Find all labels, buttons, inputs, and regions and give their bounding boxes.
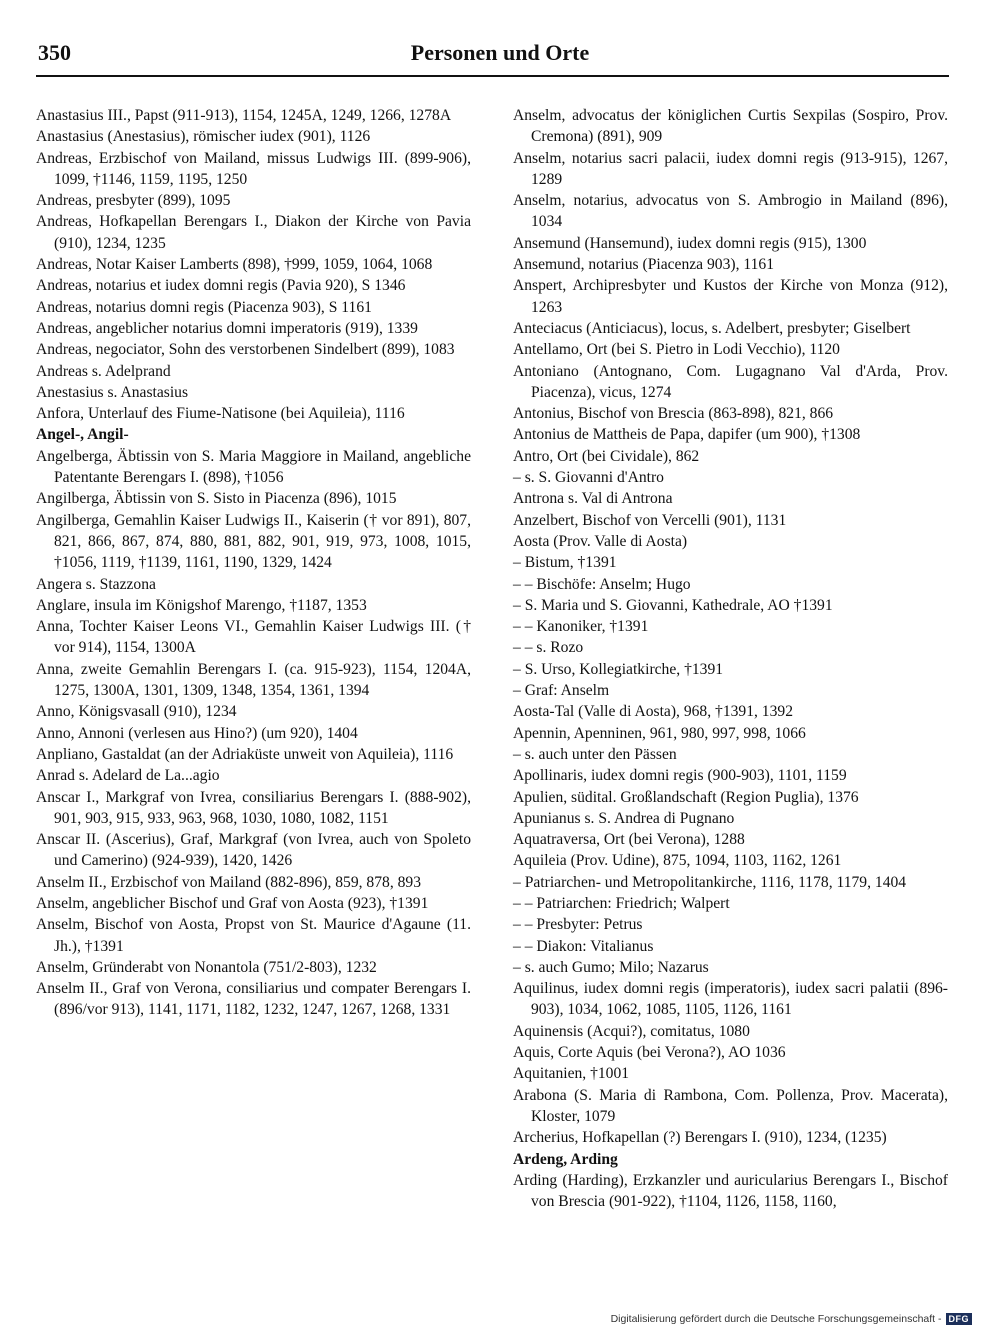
index-entry: Antrona s. Val di Antrona: [513, 490, 673, 508]
index-entry: Aquatraversa, Ort (bei Verona), 1288: [513, 831, 745, 849]
index-entry: Anpliano, Gastaldat (an der Adriaküste unweit von Aquileia), 1116: [36, 745, 454, 763]
index-entry: Antoniano (Antognano, Com. Lugagnano Val d'Arda, Prov. Piacenza), vicus, 1274: [513, 362, 948, 401]
index-entry: Anno, Königsvasall (910), 1234: [36, 703, 237, 721]
index-entry: Andreas, Erzbischof von Mailand, missus Ludwigs III. (899-906), 1099, †1146, 1159, 1195, 1250: [36, 149, 471, 188]
index-entry: Anno, Annoni (verlesen aus Hino?) (um 920), 1404: [36, 724, 358, 742]
index-entry: Anna, zweite Gemahlin Berengars I. (ca. 915-923), 1154, 1204A, 1275, 1300A, 1301, 1309, 1348, 1354, 1361, 1394: [36, 660, 471, 700]
index-entry: Anselm, notarius, advocatus von S. Ambrogio in Mailand (896), 1034: [513, 192, 948, 231]
index-entry: Angelberga, Äbtissin von S. Maria Maggiore in Mailand, angebliche Patentante Berengars I. (898), †1056: [36, 447, 471, 487]
index-entry: – Bistum, †1391: [513, 554, 617, 572]
index-entry: Anrad s. Adelard de La...agio: [36, 767, 220, 785]
index-column-right: [513, 105, 948, 1212]
index-entry: Aosta (Prov. Valle di Aosta): [513, 532, 688, 550]
index-entry: – – Diakon: Vitalianus: [513, 937, 654, 955]
index-entry: – – Patriarchen: Friedrich; Walpert: [513, 894, 730, 912]
index-entry: – – Kanoniker, †1391: [513, 618, 649, 636]
footer-credit: [611, 1313, 972, 1325]
index-entry: Anselm, notarius sacri palacii, iudex domni regis (913-915), 1267, 1289: [513, 149, 948, 188]
index-entry: – Patriarchen- und Metropolitankirche, 1116, 1178, 1179, 1404: [513, 873, 907, 891]
dfg-logo: DFG: [946, 1313, 973, 1325]
index-entry: Andreas, negociator, Sohn des verstorbenen Sindelbert (899), 1083: [36, 341, 455, 359]
index-entry: Anzelbert, Bischof von Vercelli (901), 1131: [513, 511, 787, 529]
index-entry: Andreas, notarius et iudex domni regis (Pavia 920), S 1346: [36, 277, 406, 295]
index-entry: Ansemund (Hansemund), iudex domni regis (915), 1300: [513, 234, 867, 252]
index-entry: – S. Urso, Kollegiatkirche, †1391: [513, 660, 724, 678]
index-entry: Anselm, advocatus der königlichen Curtis Sexpilas (Sospiro, Prov. Cremona) (891), 909: [513, 107, 948, 146]
index-entry: Anspert, Archipresbyter und Kustos der Kirche von Monza (912), 1263: [513, 277, 948, 316]
index-entry: Anselm II., Erzbischof von Mailand (882-896), 859, 878, 893: [36, 873, 422, 891]
index-entry: Andreas, Hofkapellan Berengars I., Diakon der Kirche von Pavia (910), 1234, 1235: [36, 213, 471, 252]
index-entry: Anna, Tochter Kaiser Leons VI., Gemahlin Kaiser Ludwigs III. († vor 914), 1154, 1300A: [36, 618, 471, 657]
index-entry: Ansemund, notarius (Piacenza 903), 1161: [513, 256, 774, 274]
index-entry: Aquileia (Prov. Udine), 875, 1094, 1103, 1162, 1261: [513, 852, 842, 870]
index-entry: – – s. Rozo: [513, 639, 584, 657]
page-number: 350: [38, 40, 71, 65]
index-heading: Ardeng, Arding: [513, 1150, 618, 1168]
index-entry: Antellamo, Ort (bei S. Pietro in Lodi Vecchio), 1120: [513, 341, 840, 359]
index-entry: Anscar II. (Ascerius), Graf, Markgraf (von Ivrea, auch von Spoleto und Camerino) (924-939), 1420, 1426: [36, 831, 471, 870]
index-entry: Anastasius (Anestasius), römischer iudex (901), 1126: [36, 128, 371, 146]
index-entry: Apennin, Apenninen, 961, 980, 997, 998, 1066: [513, 724, 806, 742]
index-entry: Andreas, Notar Kaiser Lamberts (898), †999, 1059, 1064, 1068: [36, 256, 433, 274]
index-entry: Aquinensis (Acqui?), comitatus, 1080: [513, 1022, 750, 1040]
index-entry: Anselm, angeblicher Bischof und Graf von Aosta (923), †1391: [36, 894, 429, 912]
index-entry: Aquitanien, †1001: [513, 1065, 630, 1083]
index-column-left: [36, 105, 471, 1021]
index-heading: Angel-, Angil-: [36, 426, 129, 444]
index-entry: – S. Maria und S. Giovanni, Kathedrale, AO †1391: [513, 596, 833, 614]
index-entry: Arding (Harding), Erzkanzler und auricularius Berengars I., Bischof von Brescia (901-922), †1104, 1126, 1158, 1160,: [513, 1171, 948, 1211]
index-entry: Angilberga, Äbtissin von S. Sisto in Piacenza (896), 1015: [36, 490, 397, 508]
index-entry: – Graf: Anselm: [513, 682, 610, 700]
footer-text: Digitalisierung gefördert durch die Deutsche Forschungsgemeinschaft -: [610, 1313, 942, 1325]
index-entry: Apollinaris, iudex domni regis (900-903), 1101, 1159: [513, 767, 847, 785]
index-entry: Antonius, Bischof von Brescia (863-898), 821, 866: [513, 405, 834, 423]
index-entry: – s. auch unter den Pässen: [513, 745, 677, 763]
index-entry: Anestasius s. Anastasius: [36, 383, 189, 401]
index-entry: Antonius de Mattheis de Papa, dapifer (um 900), †1308: [513, 426, 861, 444]
index-entry: – – Bischöfe: Anselm; Hugo: [513, 575, 691, 593]
index-entry: Anastasius III., Papst (911-913), 1154, 1245A, 1249, 1266, 1278A: [36, 107, 452, 124]
index-entry: Andreas, angeblicher notarius domni imperatoris (919), 1339: [36, 319, 418, 337]
index-entry: Angera s. Stazzona: [36, 575, 156, 593]
index-entry: Antro, Ort (bei Cividale), 862: [513, 447, 700, 465]
index-entry: Andreas, presbyter (899), 1095: [36, 192, 231, 210]
index-entry: Anteciacus (Anticiacus), locus, s. Adelbert, presbyter; Giselbert: [513, 319, 911, 337]
index-entry: Archerius, Hofkapellan (?) Berengars I. (910), 1234, (1235): [513, 1129, 887, 1147]
page-title: Personen und Orte: [410, 40, 590, 65]
index-entry: Apulien, südital. Großlandschaft (Region Puglia), 1376: [513, 788, 859, 806]
index-entry: Anselm, Gründerabt von Nonantola (751/2-803), 1232: [36, 958, 377, 976]
index-entry: Aquilinus, iudex domni regis (imperatoris), iudex sacri palatii (896-903), 1034, 1062, 1085, 1105, 1126, 1161: [513, 980, 948, 1019]
index-entry: Arabona (S. Maria di Rambona, Com. Pollenza, Prov. Macerata), Kloster, 1079: [513, 1086, 948, 1125]
index-entry: Aquis, Corte Aquis (bei Verona?), AO 1036: [513, 1044, 786, 1062]
index-entry: Anscar I., Markgraf von Ivrea, consiliarius Berengars I. (888-902), 901, 903, 915, 933, 963, 968, 1030, 1080, 1082, 1151: [36, 788, 471, 827]
index-entry: Apunianus s. S. Andrea di Pugnano: [513, 809, 735, 827]
index-entry: Anselm II., Graf von Verona, consiliarius und compater Berengars I. (896/vor 913), 1141, 1171, 1182, 1232, 1247, 1267, 1268, 1331: [36, 980, 471, 1019]
index-entry: – – Presbyter: Petrus: [513, 916, 643, 934]
index-entry: Anselm, Bischof von Aosta, Propst von St. Maurice d'Agaune (11. Jh.), †1391: [36, 916, 471, 955]
index-entry: Anfora, Unterlauf des Fiume-Natisone (bei Aquileia), 1116: [36, 405, 405, 423]
index-entry: Angilberga, Gemahlin Kaiser Ludwigs II., Kaiserin († vor 891), 807, 821, 866, 867, 874, 880, 881, 882, 901, 919, 973, 1008, 1015, †1056, 1119, †1139, 1161, 1190, 1329, 1424: [36, 511, 471, 572]
index-entry: Andreas s. Adelprand: [36, 362, 171, 380]
index-entry: Andreas, notarius domni regis (Piacenza 903), S 1161: [36, 298, 372, 316]
index-entry: Aosta-Tal (Valle di Aosta), 968, †1391, 1392: [513, 703, 793, 721]
index-entry: Anglare, insula im Königshof Marengo, †1187, 1353: [36, 596, 367, 614]
index-entry: – s. auch Gumo; Milo; Nazarus: [513, 958, 709, 976]
index-entry: – s. S. Giovanni d'Antro: [513, 469, 664, 487]
header-rule: [36, 75, 949, 77]
